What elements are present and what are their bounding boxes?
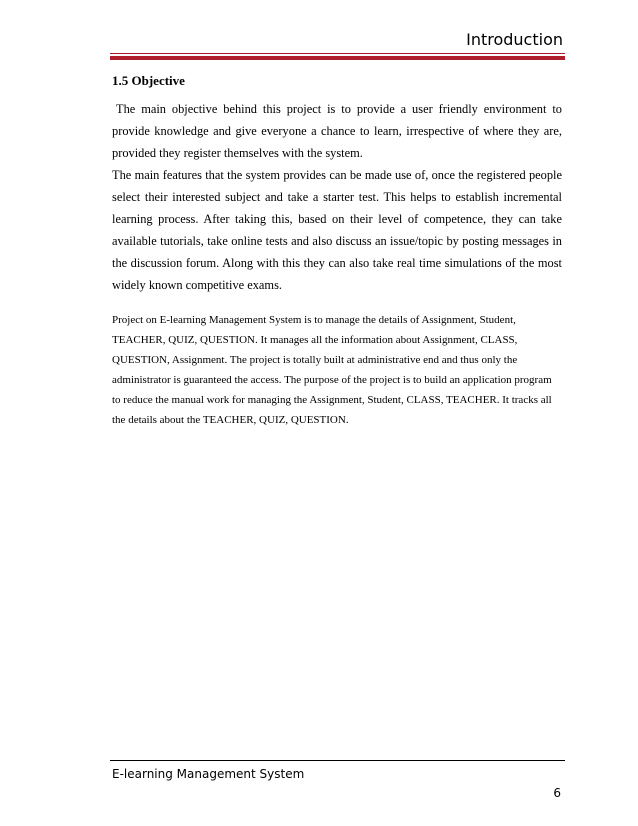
project-description-paragraph: Project on E-learning Management System is to manage the details of Assignment, Student, TEACHER, QUIZ, QUESTION. It manages all the information about Assignment, CLASS, QUESTION, Assignment. The project is totally built at administrative end and thus only the administrator is guaranteed the access. The purpose of the project is to build an application program to reduce the manual work for managing the Assignment, Student, CLASS, TEACHER. It tracks all the details about the TEACHER, QUIZ, QUESTION. — [112, 314, 552, 426]
page-content — [112, 72, 562, 430]
footer-rule — [110, 760, 565, 761]
footer-title: E-learning Management System — [112, 767, 305, 781]
header-rule-thin — [110, 53, 565, 54]
objective-paragraph: The main objective behind this project is to provide a user friendly environment to provide knowledge and give everyone a chance to learn, irrespective of where they are, provided they register themselves with the system. — [112, 102, 562, 160]
page-number: 6 — [553, 786, 561, 800]
header-rule-thick — [110, 56, 565, 60]
section-heading: 1.5 Objective — [112, 73, 185, 88]
header-title: Introduction — [466, 30, 563, 49]
features-paragraph: The main features that the system provides can be made use of, once the registered people select their interested subject and take a starter test. This helps to establish incremental learning process. After taking this, based on their level of competence, they can take available tutorials, take online tests and also discuss an issue/topic by posting messages in the discussion forum. Along with this they can also take real time simulations of the most widely known competitive exams. — [112, 168, 562, 292]
